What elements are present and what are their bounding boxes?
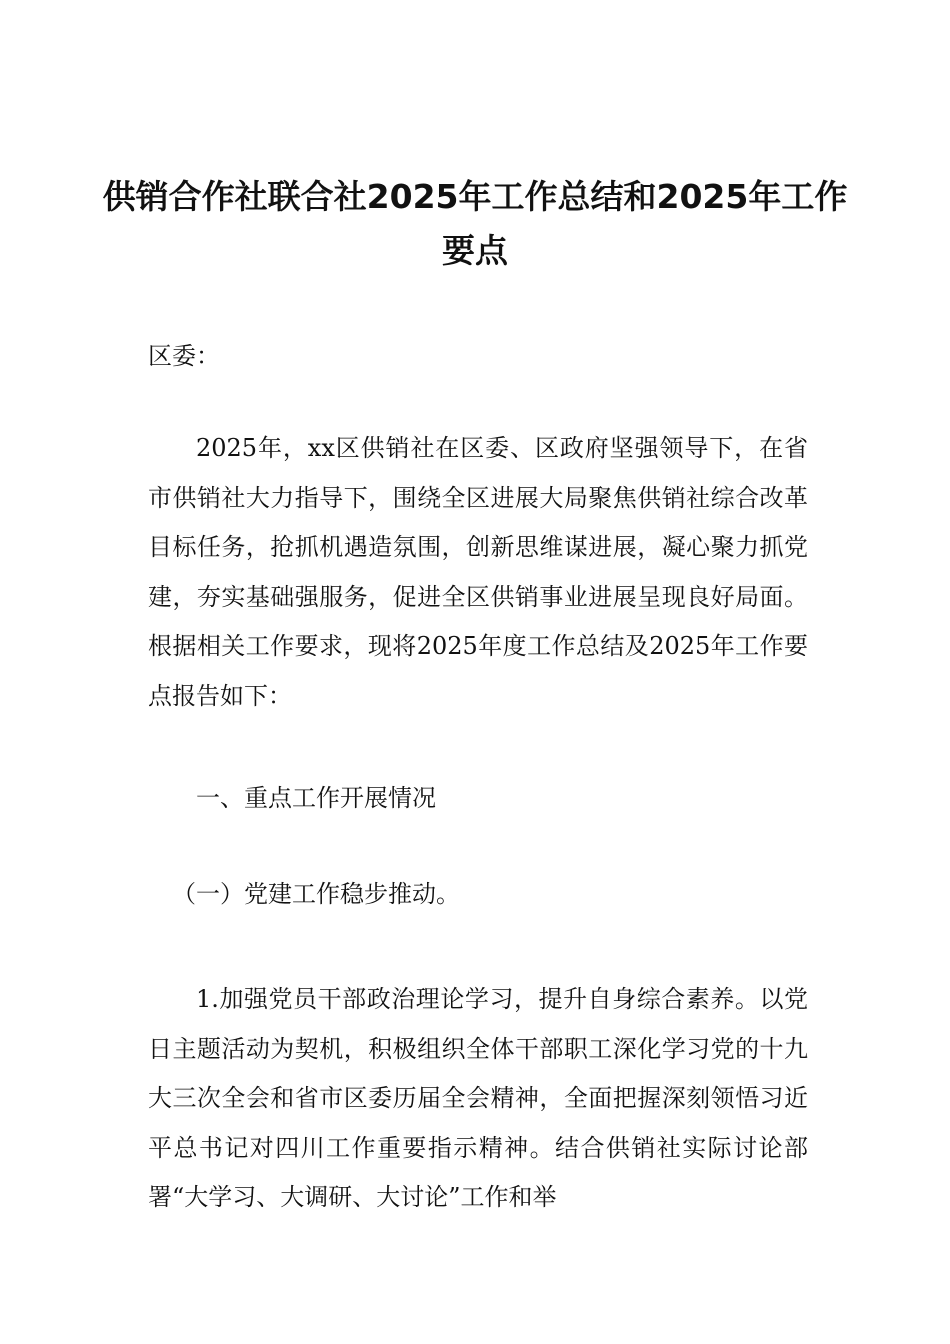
salutation: 区委：: [148, 342, 220, 370]
intro-paragraph: 2025年，xx区供销社在区委、区政府坚强领导下，在省市供销社大力指导下，围绕全区进展大局聚焦供销社综合改革目标任务，抢抓机遇造氛围，创新思维谋进展，凝心聚力抓党建，夯实基础强服务，促进全区供销事业进展呈现良好局面。根据相关工作要求，现将2025年度工作总结及2025年工作要点报告如下：: [148, 434, 808, 710]
subsection-heading: （一）党建工作稳步推动。: [172, 880, 460, 908]
item-paragraph: 1.加强党员干部政治理论学习，提升自身综合素养。以党日主题活动为契机，积极组织全体干部职工深化学习党的十九大三次全会和省市区委历届全会精神，全面把握深刻领悟习近平总书记对四川工作重要指示精神。结合供销社实际讨论部署“大学习、大调研、大讨论”工作和举: [148, 985, 808, 1211]
section-heading: 一、重点工作开展情况: [196, 784, 436, 812]
document-title: 供销合作社联合社2025年工作总结和2025年工作要点: [102, 177, 848, 270]
